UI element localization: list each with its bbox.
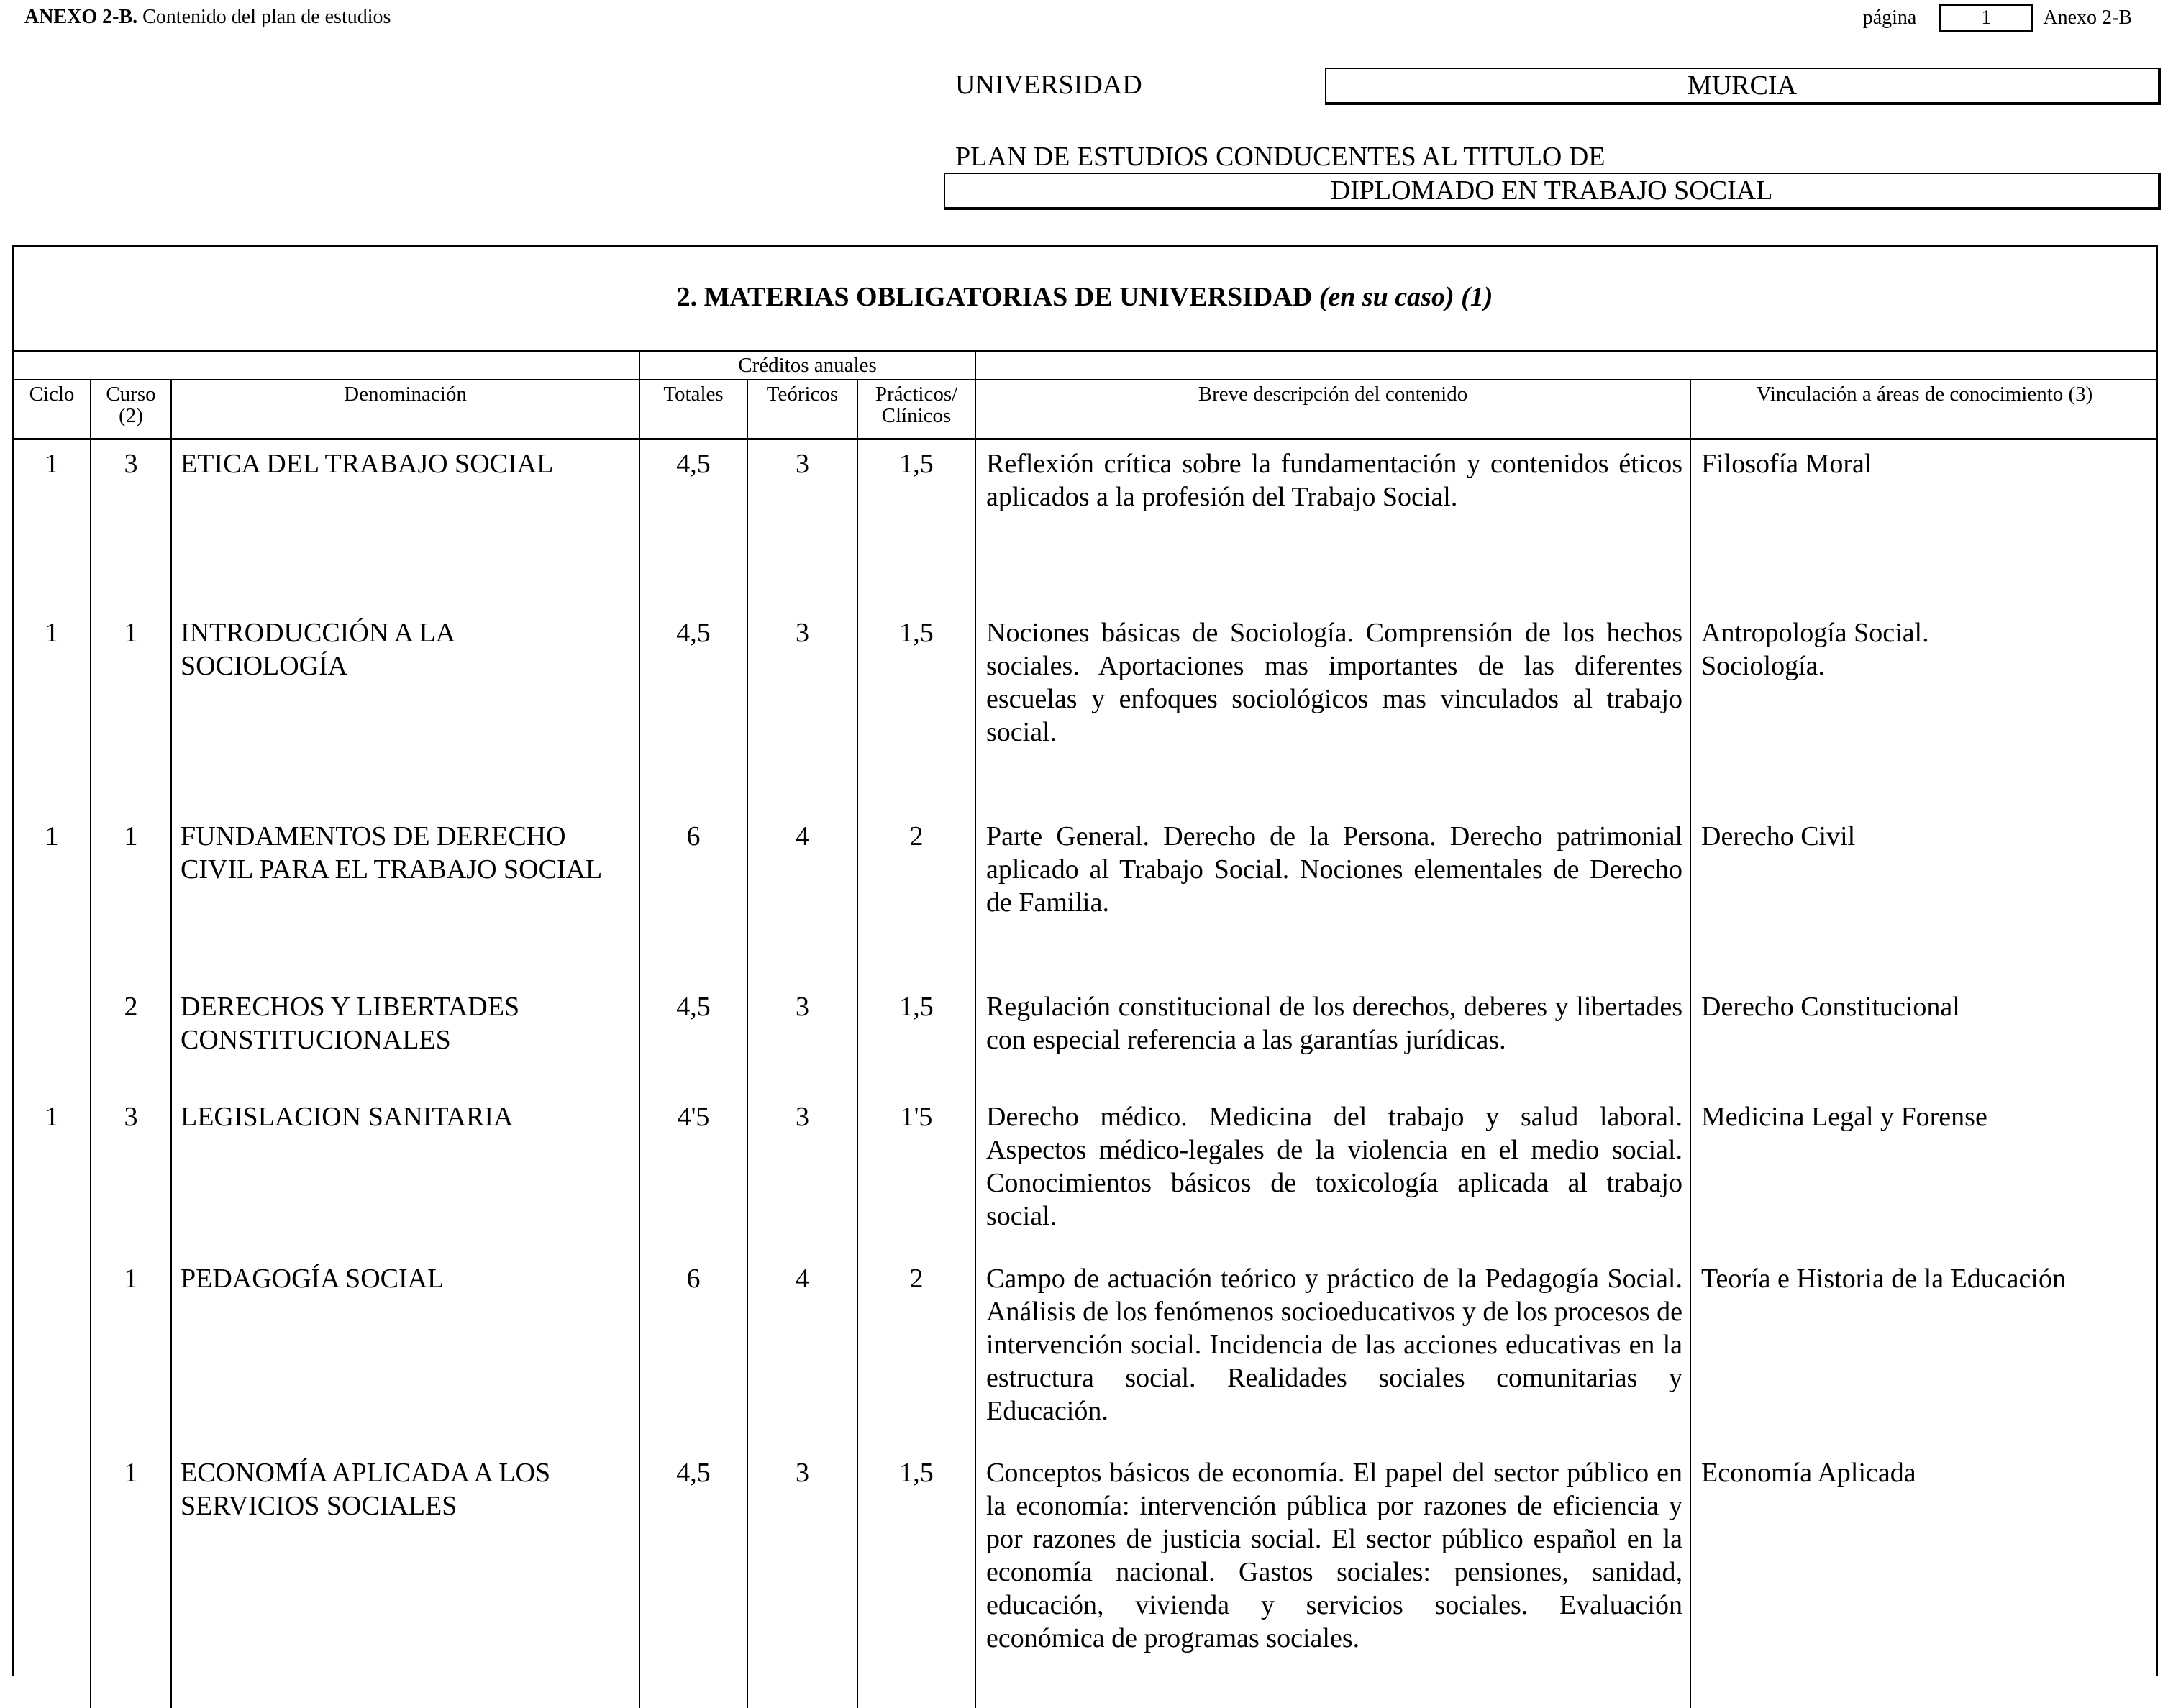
cell-ciclo: 1 xyxy=(14,813,91,983)
name-line: INTRODUCCIÓN A LA xyxy=(181,617,456,648)
table-header-row xyxy=(14,380,2158,439)
cell-teoricos: 4 xyxy=(747,813,857,983)
table-row xyxy=(14,609,2158,813)
cell-vinculacion xyxy=(1690,1449,2158,1708)
col-header-denominacion: Denominación xyxy=(171,380,639,439)
col-header-practicos-line1: Prácticos/ xyxy=(875,383,958,406)
col-header-descripcion: Breve descripción del contenido xyxy=(975,380,1690,439)
col-header-vinculacion: Vinculación a áreas de conocimiento (3) xyxy=(1690,380,2158,439)
section-title xyxy=(14,281,2156,313)
col-header-curso xyxy=(91,380,171,439)
col-header-practicos xyxy=(857,380,975,439)
university-label: UNIVERSIDAD xyxy=(955,70,1142,100)
area-line: Filosofía Moral xyxy=(1701,449,1872,479)
col-header-ciclo: Ciclo xyxy=(14,380,91,439)
table-row xyxy=(14,1449,2158,1708)
col-header-curso-note: (2) xyxy=(119,404,143,427)
subjects-table xyxy=(14,350,2158,1708)
cell-practicos: 2 xyxy=(857,813,975,983)
cell-practicos: 1,5 xyxy=(857,609,975,813)
cell-denominacion xyxy=(171,609,639,813)
name-line: SERVICIOS SOCIALES xyxy=(181,1490,457,1521)
cell-teoricos: 4 xyxy=(747,1255,857,1449)
cell-denominacion xyxy=(171,439,639,609)
cell-totales: 4,5 xyxy=(639,609,747,813)
annex-label: ANEXO 2-B. xyxy=(24,6,138,28)
cell-curso: 3 xyxy=(91,1093,171,1255)
cell-totales: 6 xyxy=(639,1255,747,1449)
plan-label: PLAN DE ESTUDIOS CONDUCENTES AL TITULO DE xyxy=(955,142,1605,172)
cell-practicos: 1,5 xyxy=(857,983,975,1093)
cell-curso: 1 xyxy=(91,813,171,983)
degree-value-box: DIPLOMADO EN TRABAJO SOCIAL xyxy=(944,173,2161,210)
annex-description: Contenido del plan de estudios xyxy=(142,6,391,28)
cell-totales: 4,5 xyxy=(639,1449,747,1708)
cell-practicos: 2 xyxy=(857,1255,975,1449)
name-line: DERECHOS Y LIBERTADES xyxy=(181,991,520,1022)
col-header-totales: Totales xyxy=(639,380,747,439)
cell-practicos: 1,5 xyxy=(857,439,975,609)
cell-denominacion xyxy=(171,1255,639,1449)
cell-teoricos: 3 xyxy=(747,439,857,609)
area-line: Medicina Legal y Forense xyxy=(1701,1101,1987,1132)
cell-totales: 4'5 xyxy=(639,1093,747,1255)
cell-ciclo: 1 xyxy=(14,439,91,609)
area-line: Sociología. xyxy=(1701,650,1826,681)
table-row xyxy=(14,813,2158,983)
name-line: LEGISLACION SANITARIA xyxy=(181,1101,514,1132)
cell-vinculacion xyxy=(1690,1255,2158,1449)
cell-curso: 1 xyxy=(91,609,171,813)
cell-practicos: 1'5 xyxy=(857,1093,975,1255)
name-line: PEDAGOGÍA SOCIAL xyxy=(181,1263,445,1294)
cell-ciclo xyxy=(14,1255,91,1449)
col-header-teoricos: Teóricos xyxy=(747,380,857,439)
area-line: Derecho Constitucional xyxy=(1701,991,1960,1022)
cell-denominacion xyxy=(171,813,639,983)
cell-curso: 2 xyxy=(91,983,171,1093)
name-line: ETICA DEL TRABAJO SOCIAL xyxy=(181,449,554,479)
table-row xyxy=(14,1093,2158,1255)
section-title-suffix: (en su caso) (1) xyxy=(1318,282,1493,312)
cell-vinculacion xyxy=(1690,813,2158,983)
university-value-box: MURCIA xyxy=(1325,68,2161,105)
cell-descripcion: Conceptos básicos de economía. El papel del sector público en la economía: intervención pública por razones de eficiencia y por razones de justicia social. El sector público español en la economía nacional. Gastos sociales: pensiones, sanidad, educación, vivienda y servicios sociales. Evaluación económica de programas sociales. xyxy=(975,1449,1690,1708)
name-line: ECONOMÍA APLICADA A LOS xyxy=(181,1457,551,1488)
cell-descripcion: Regulación constitucional de los derechos, deberes y libertades con especial referencia a las garantías jurídicas. xyxy=(975,983,1690,1093)
subjects-frame xyxy=(12,245,2158,1676)
cell-vinculacion xyxy=(1690,609,2158,813)
cell-vinculacion xyxy=(1690,439,2158,609)
cell-teoricos: 3 xyxy=(747,983,857,1093)
table-group-header-row xyxy=(14,351,2158,380)
col-header-curso-label: Curso xyxy=(106,383,156,406)
name-line: FUNDAMENTOS DE DERECHO xyxy=(181,821,566,851)
cell-denominacion xyxy=(171,983,639,1093)
cell-practicos: 1,5 xyxy=(857,1449,975,1708)
table-row xyxy=(14,983,2158,1093)
cell-ciclo: 1 xyxy=(14,609,91,813)
cell-descripcion: Derecho médico. Medicina del trabajo y salud laboral. Aspectos médico-legales de la violencia en el medio social. Conocimientos básicos de toxicología aplicada al trabajo social. xyxy=(975,1093,1690,1255)
cell-teoricos: 3 xyxy=(747,1093,857,1255)
cell-denominacion xyxy=(171,1449,639,1708)
cell-curso: 1 xyxy=(91,1255,171,1449)
name-line: SOCIOLOGÍA xyxy=(181,650,348,681)
cell-descripcion: Reflexión crítica sobre la fundamentación y contenidos éticos aplicados a la profesión del Trabajo Social. xyxy=(975,439,1690,609)
cell-teoricos: 3 xyxy=(747,609,857,813)
cell-totales: 6 xyxy=(639,813,747,983)
cell-denominacion xyxy=(171,1093,639,1255)
area-line: Derecho Civil xyxy=(1701,821,1856,851)
cell-descripcion: Nociones básicas de Sociología. Comprensión de los hechos sociales. Aportaciones mas importantes de las diferentes escuelas y enfoques sociológicos mas vinculados al trabajo social. xyxy=(975,609,1690,813)
name-line: CONSTITUCIONALES xyxy=(181,1024,451,1055)
table-row xyxy=(14,439,2158,609)
area-line: Teoría e Historia de la Educación xyxy=(1701,1263,2066,1294)
area-line: Economía Aplicada xyxy=(1701,1457,1916,1488)
cell-vinculacion xyxy=(1690,983,2158,1093)
cell-descripcion: Parte General. Derecho de la Persona. Derecho patrimonial aplicado al Trabajo Social. Nociones elementales de Derecho de Familia. xyxy=(975,813,1690,983)
cell-ciclo xyxy=(14,983,91,1093)
cell-totales: 4,5 xyxy=(639,983,747,1093)
table-row xyxy=(14,1255,2158,1449)
cell-ciclo: 1 xyxy=(14,1093,91,1255)
page-label: página xyxy=(1862,6,1917,29)
cell-descripcion: Campo de actuación teórico y práctico de la Pedagogía Social. Análisis de los fenómenos socioeducativos y de los procesos de intervención social. Incidencia de las acciones educativas en la estructura social. Realidades sociales comunitarias y Educación. xyxy=(975,1255,1690,1449)
page-number-box: 1 xyxy=(1939,4,2033,32)
cell-totales: 4,5 xyxy=(639,439,747,609)
document-annex-title xyxy=(24,6,391,29)
col-header-practicos-line2: Clínicos xyxy=(881,404,952,427)
area-line: Antropología Social. xyxy=(1701,617,1929,648)
cell-teoricos: 3 xyxy=(747,1449,857,1708)
name-line: CIVIL PARA EL TRABAJO SOCIAL xyxy=(181,854,603,885)
annex-reference: Anexo 2-B xyxy=(2043,6,2132,29)
page-indicator xyxy=(1863,4,2132,32)
cell-curso: 1 xyxy=(91,1449,171,1708)
cell-vinculacion xyxy=(1690,1093,2158,1255)
cell-curso: 3 xyxy=(91,439,171,609)
credits-group-header: Créditos anuales xyxy=(639,351,975,380)
section-title-main: 2. MATERIAS OBLIGATORIAS DE UNIVERSIDAD xyxy=(676,282,1313,312)
cell-ciclo xyxy=(14,1449,91,1708)
